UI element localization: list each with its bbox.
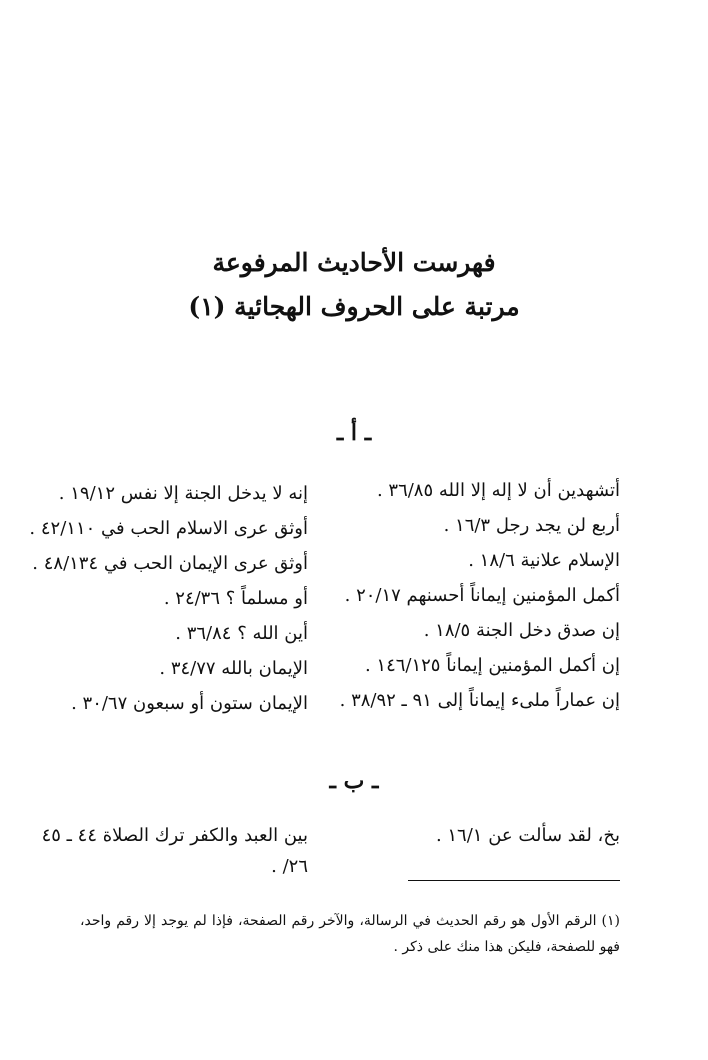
section-heading-alif: ـ أ ـ [336,420,372,446]
page-subtitle: مرتبة على الحروف الهجائية (١) [188,292,520,321]
footnote: (١) الرقم الأول هو رقم الحديث في الرسالة، والآخر رقم الصفحة، فإذا لم يوجد إلا رقم واحد، فهو للصفحة، فليكن هذا منك على ذكر . [80,913,620,955]
index-entry: أو مسلماً ؟ ٢٤/٣٦ . [163,588,308,609]
footnote-separator [408,880,620,881]
index-entry: إن صدق دخل الجنة ١٨/٥ . [423,620,620,641]
section-heading-ba: ـ ب ـ [329,768,379,794]
index-entry: أربع لن يجد رجل ١٦/٣ . [443,515,620,536]
index-entry: الإسلام علانية ١٨/٦ . [468,550,620,571]
page-title: فهرست الأحاديث المرفوعة [212,248,496,277]
index-entry-continuation: ٢٦/ . [271,856,308,877]
index-entry: أكمل المؤمنين إيماناً أحسنهم ٢٠/١٧ . [344,585,620,606]
index-entry: بين العبد والكفر ترك الصلاة ٤٤ ـ ٤٥ [41,825,308,846]
index-entry: أين الله ؟ ٣٦/٨٤ . [175,623,308,644]
index-entry: إنه لا يدخل الجنة إلا نفس ١٩/١٢ . [58,483,308,504]
index-entry: أوثق عرى الاسلام الحب في ٤٢/١١٠ . [29,518,308,539]
index-entry: إن عماراً ملىء إيماناً إلى ٩١ ـ ٣٨/٩٢ . [339,690,620,711]
index-entry: أوثق عرى الإيمان الحب في ٤٨/١٣٤ . [32,553,308,574]
index-entry: بخ، لقد سألت عن ١٦/١ . [435,825,620,846]
index-entry: الإيمان ستون أو سبعون ٣٠/٦٧ . [71,693,308,714]
index-entry: أتشهدين أن لا إله إلا الله ٣٦/٨٥ . [376,480,620,501]
index-entry: إن أكمل المؤمنين إيماناً ١٤٦/١٢٥ . [364,655,620,676]
index-entry: الإيمان بالله ٣٤/٧٧ . [159,658,308,679]
